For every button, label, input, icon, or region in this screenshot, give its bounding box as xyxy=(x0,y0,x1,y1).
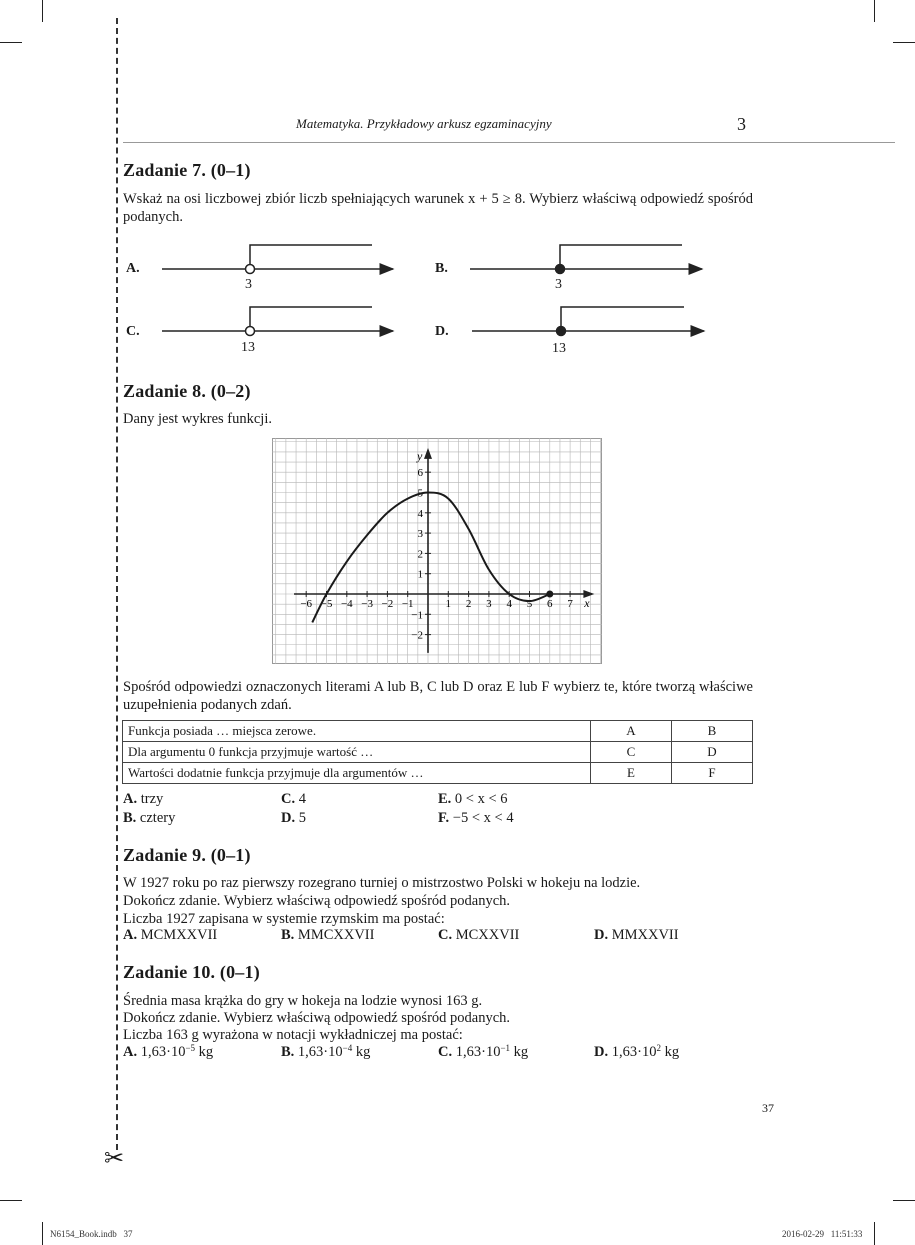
task8-answer-a: A. trzy xyxy=(123,791,164,807)
table-cell-option: A xyxy=(591,721,672,742)
task7-option-c-endpoint: 13 xyxy=(241,340,255,355)
task10-line: Liczba 163 g wyrażona w notacji wykładniczej ma postać: xyxy=(123,1027,463,1043)
task10-title: Zadanie 10. (0–1) xyxy=(123,962,260,982)
footer-file: N6154_Book.indb 37 xyxy=(50,1229,133,1239)
y-tick-label: −1 xyxy=(411,609,423,622)
task10-line: Średnia masa krążka do gry w hokeja na lodzie wynosi 163 g. xyxy=(123,993,483,1009)
x-tick-label: −5 xyxy=(320,598,333,610)
number-line-a xyxy=(162,245,393,274)
task10-answer-a: A. $1,63\cdot 10^{-5}$ kg xyxy=(123,1043,214,1060)
task9-answer-d: D. MMXXVII xyxy=(594,927,679,943)
header-title: Matematyka. Przykładowy arkusz egzaminacyjny xyxy=(296,116,552,131)
task7-option-a-endpoint: 3 xyxy=(245,277,252,292)
crop-mark xyxy=(874,1222,875,1245)
table-cell-option: F xyxy=(672,763,753,784)
table-row xyxy=(123,742,753,763)
task7-option-b-letter: B. xyxy=(435,261,448,276)
y-tick-label: 3 xyxy=(417,528,423,541)
task9-title: Zadanie 9. (0–1) xyxy=(123,845,251,865)
task8-answer-f: F. −5 < x < 4 xyxy=(438,810,514,826)
number-line-d xyxy=(472,307,704,336)
y-tick-label: 6 xyxy=(417,467,423,480)
y-tick-label: 4 xyxy=(417,507,423,520)
task9-line: W 1927 roku po raz pierwszy rozegrano turniej o mistrzostwo Polski w hokeju na lodzie. xyxy=(123,875,641,891)
page-number: 37 xyxy=(762,1101,774,1115)
task7-option-c-letter: C. xyxy=(126,324,140,339)
task7-option-d-endpoint: 13 xyxy=(552,341,566,356)
table-cell-statement: Wartości dodatnie funkcja przyjmuje dla argumentów … xyxy=(123,763,591,784)
x-tick-label: −3 xyxy=(361,598,373,610)
task10-answer-d: D. $1,63\cdot 10^2$ kg xyxy=(594,1043,680,1060)
task10-line: Dokończ zdanie. Wybierz właściwą odpowiedź spośród podanych. xyxy=(123,1010,511,1026)
x-tick-label: −1 xyxy=(401,598,414,610)
x-tick-label: 6 xyxy=(547,598,553,610)
task7-title: Zadanie 7. (0–1) xyxy=(123,160,251,180)
x-tick-label: 1 xyxy=(445,598,452,610)
x-tick-label: −6 xyxy=(300,598,313,610)
task9-answer-c: C. MCXXVII xyxy=(438,927,520,943)
crop-mark xyxy=(0,1200,22,1201)
crop-mark xyxy=(42,1222,43,1245)
x-tick-label: −4 xyxy=(340,598,353,610)
table-cell-option: D xyxy=(672,742,753,763)
x-tick-label: 7 xyxy=(567,598,573,610)
task8-question: Spośród odpowiedzi oznaczonych literami A lub B, C lub D oraz E lub F wybierz te, które tworzą właściwe uzupełnienia podanych zdań. xyxy=(123,679,753,713)
task8-answer-e: E. 0 < x < 6 xyxy=(438,791,508,807)
task8-answer-d: D. 5 xyxy=(281,810,306,826)
number-line-b xyxy=(470,245,702,274)
function-graph xyxy=(272,438,602,664)
x-tick-label: 3 xyxy=(486,598,492,610)
table-cell-option: C xyxy=(591,742,672,763)
table-row xyxy=(123,763,753,784)
task10-answer-c: C. $1,63\cdot 10^{-1}$ kg xyxy=(438,1043,529,1060)
x-axis-label: x xyxy=(584,596,590,610)
scissors-icon: ✂ xyxy=(104,1144,125,1172)
crop-mark xyxy=(893,1200,915,1201)
task7-option-d-letter: D. xyxy=(435,324,449,339)
y-tick-label: 1 xyxy=(417,568,423,581)
task9-answer-b: B. MMCXXVII xyxy=(281,927,375,943)
task8-answer-c: C. 4 xyxy=(281,791,306,807)
y-axis-label: y xyxy=(417,449,423,464)
task7-number-lines xyxy=(0,0,915,380)
task8-answer-b: B. cztery xyxy=(123,810,176,826)
y-tick-label: 2 xyxy=(417,548,423,561)
number-line-c xyxy=(162,307,393,336)
header-section-number: 3 xyxy=(737,114,746,134)
table-cell-statement: Funkcja posiada … miejsca zerowe. xyxy=(123,721,591,742)
table-cell-option: B xyxy=(672,721,753,742)
task9-line: Dokończ zdanie. Wybierz właściwą odpowiedź spośród podanych. xyxy=(123,893,511,909)
x-tick-label: 5 xyxy=(526,598,533,610)
chart-grid xyxy=(272,438,602,664)
x-tick-label: −2 xyxy=(381,598,394,610)
task7-option-b-endpoint: 3 xyxy=(555,277,562,292)
table-cell-option: E xyxy=(591,763,672,784)
y-tick-label: 5 xyxy=(417,487,423,500)
task7-option-a-letter: A. xyxy=(126,261,140,276)
curve-end-point xyxy=(546,591,553,598)
task9-line: Liczba 1927 zapisana w systemie rzymskim ma postać: xyxy=(123,911,445,927)
x-tick-label: 2 xyxy=(465,598,472,610)
task8-table xyxy=(122,720,753,784)
table-cell-statement: Dla argumentu 0 funkcja przyjmuje wartość … xyxy=(123,742,591,763)
footer-timestamp: 2016-02-29 11:51:33 xyxy=(782,1229,863,1239)
x-tick-label: 4 xyxy=(506,598,512,610)
y-tick-label: −2 xyxy=(411,629,423,642)
table-row xyxy=(123,721,753,742)
task8-intro: Dany jest wykres funkcji. xyxy=(123,411,272,427)
task10-answer-b: B. $1,63\cdot 10^{-4}$ kg xyxy=(281,1043,371,1060)
task8-title: Zadanie 8. (0–2) xyxy=(123,381,251,401)
task9-answer-a: A. MCMXXVII xyxy=(123,927,218,943)
task7-text: Wskaż na osi liczbowej zbiór liczb spełniających warunek x + 5 ≥ 8. Wybierz właściwą odpowiedź spośród podanych. xyxy=(123,191,753,225)
